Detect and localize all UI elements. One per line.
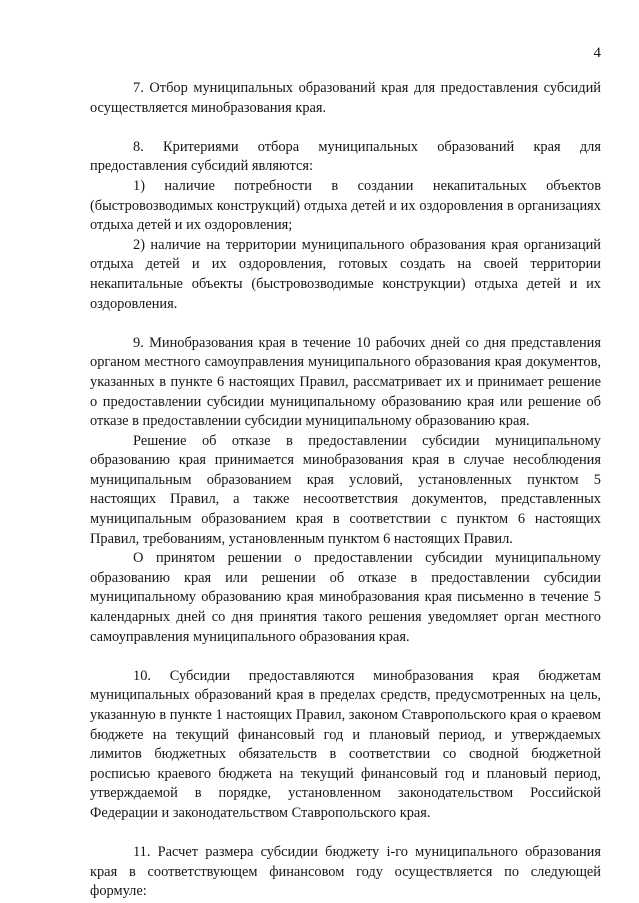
paragraph-11: 11. Расчет размера субсидии бюджету i-го муниципального образования края в соответствующем финансовом году осуществляется по следующей формуле:	[90, 844, 601, 900]
paragraph-8: 8. Критериями отбора муниципальных образований края для предоставления субсидий являются:	[90, 138, 601, 175]
paragraph-7: 7. Отбор муниципальных образований края для предоставления субсидий осуществляется минобразования края.	[90, 80, 601, 116]
criterion-1: 1) наличие потребности в создании некапитальных объектов (быстровозводимых конструкций) отдыха детей и их оздоровления в организациях отдыха детей и их оздоровления;	[90, 177, 601, 234]
paragraph-9: 9. Минобразования края в течение 10 рабочих дней со дня представления органом местного самоуправления муниципального образования края документов, указанных в пункте 6 настоящих Правил, рассматривает их и принимает решение о предоставлении субсидии муниципальному образованию края или решение об отказе в предоставлении субсидии муниципальному образованию края.	[90, 334, 601, 430]
page-number: 4	[593, 45, 601, 61]
paragraph-9-notification: О принятом решении о предоставлении субсидии муниципальному образованию края или решении об отказе в предоставлении субсидии муниципальному образованию края минобразования края письменно в течение 5 календарных дней со дня принятия такого решения уведомляет орган местного самоуправления муниципального образования края.	[90, 550, 601, 645]
paragraph-10: 10. Субсидии предоставляются минобразования края бюджетам муниципальных образований края в пределах средств, предусмотренных на цель, указанную в пункте 1 настоящих Правил, законом Ставропольского края о краевом бюджете на текущий финансовый год и плановый период, и утверждаемых лимитов бюджетных обязательств в соответствии со сводной бюджетной росписью краевого бюджета на текущий финансовый год и плановый период, утверждаемой в порядке, установленном законодательством Российской Федерации и законодательством Ставропольского края.	[90, 667, 601, 821]
paragraph-9-refusal: Решение об отказе в предоставлении субсидии муниципальному образованию края принимается минобразования края в случае несоблюдения муниципальным образованием края условий, установленных пунктом 5 настоящих Правил, а также несоответствия документов, представленных муниципальным образованием края в соответствии с пунктом 6 настоящих Правил, требованиям, установленным пунктом 6 настоящих Правил.	[90, 432, 601, 547]
document-body	[90, 79, 601, 902]
criterion-2: 2) наличие на территории муниципального образования края организаций отдыха детей и их оздоровления, готовых создать на своей территории некапитальные объекты (быстровозводимые конструкции) отдыха детей и их оздоровления.	[90, 236, 601, 312]
